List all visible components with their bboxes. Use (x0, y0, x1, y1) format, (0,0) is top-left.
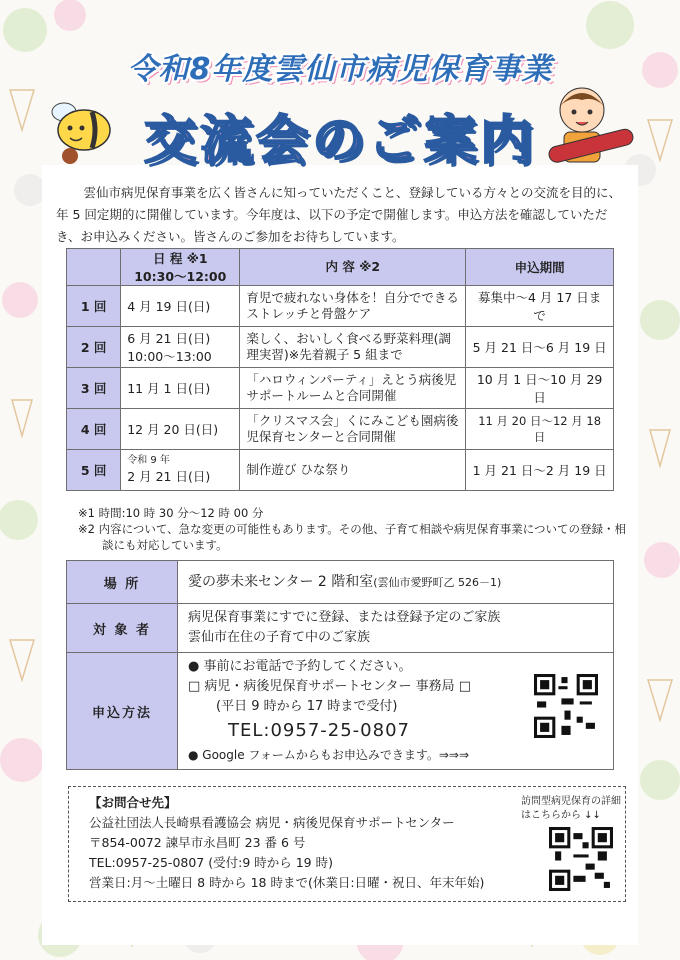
target-line2: 雲仙市在住の子育て中のご家族 (188, 630, 371, 645)
apply-google-form: ● Google フォームからもお申込みできます。⇒⇒⇒ (188, 748, 470, 762)
intro-paragraph: 雲仙市病児保育事業を広く皆さんに知っていただくこと、登録している方々との交流を目的に、年 5 回定期的に開催しています。今年度は、以下の予定で開催します。申込方法を確認していただき、お申込みください。皆さんのご参加をお待ちしています。 (56, 185, 622, 244)
header-date: 日 程 ※1 10:30～12:00 (121, 249, 240, 286)
info-row-target: 対 象 者 病児保育事業にすでに登録、または登録予定のご家族 雲仙市在住の子育て中のご家族 (67, 604, 614, 653)
table-row: 3 回 11 月 1 日(日) 「ハロウィンパーティ」えとう病後児サポートルームと合同開催 10 月 1 日～10 月 29 日 (67, 368, 614, 409)
info-row-place: 場 所 愛の夢未来センター 2 階和室(雲仙市愛野町乙 526－1) (67, 561, 614, 604)
schedule-table (66, 248, 614, 491)
table-row: 4 回 12 月 20 日(日) 「クリスマス会」くにみこども園病後児保育センターと合同開催 11 月 20 日～12 月 18 日 (67, 409, 614, 450)
place-value: 愛の夢未来センター 2 階和室 (188, 573, 374, 590)
apply-phone-instruction: ● 事前にお電話で予約してください。 (188, 659, 412, 674)
note-1: ※1 時間:10 時 30 分～12 時 00 分 (78, 506, 264, 520)
contact-tel: TEL:0957-25-0807 (受付:9 時から 19 時) (89, 855, 333, 870)
contact-box (68, 786, 626, 902)
apply-hours: (平日 9 時から 17 時まで受付) (216, 699, 398, 714)
header-content: 内 容 ※2 (240, 249, 466, 286)
note-2: ※2 内容について、急な変更の可能性もあります。その他、子育て相談や病児保育事業についての登録・相談にも対応しています。 (78, 522, 626, 552)
schedule-header-row (67, 249, 614, 286)
bee-illustration (44, 100, 114, 166)
qr-note-1: 訪問型病児保育の詳細 (521, 796, 621, 807)
schedule-notes (78, 505, 626, 553)
table-row: 5 回 令和 9 年 2 月 21 日(日) 制作遊び ひな祭り 1 月 21 日～2 月 19 日 (67, 450, 614, 491)
qr-note-2: はこちらから ↓↓ (521, 810, 601, 821)
contact-org: 公益社団法人長崎県看護協会 病児・病後児保育サポートセンター (89, 815, 455, 830)
visit-care-qr-code[interactable] (549, 827, 613, 891)
table-row: 2 回 6 月 21 日(日) 10:00～13:00 楽しく、おいしく食べる野菜料理(調理実習)※先着親子 5 組まで 5 月 21 日～6 月 19 日 (67, 327, 614, 368)
child-with-crayon-illustration (540, 80, 640, 166)
table-row: 1 回 4 月 19 日(日) 育児で疲れない身体を！自分でできるストレッチと骨盤ケア 募集中～4 月 17 日まで (67, 286, 614, 327)
header-period: 申込期間 (466, 249, 614, 286)
contact-address: 〒854-0072 諫早市永昌町 23 番 6 号 (89, 835, 306, 850)
application-qr-code[interactable] (534, 674, 598, 738)
info-table (66, 560, 614, 770)
contact-heading: 【お問合せ先】 (89, 795, 177, 810)
apply-tel: TEL:0957-25-0807 (228, 720, 410, 741)
page-title-line1: 令和8年度雲仙市病児保育事業 (127, 52, 553, 87)
place-address: (雲仙市愛野町乙 526－1) (373, 575, 502, 589)
apply-office: □ 病児・病後児保育サポートセンター 事務局 □ (188, 679, 472, 694)
target-line1: 病児保育事業にすでに登録、または登録予定のご家族 (188, 610, 501, 625)
info-row-apply: 申込方法 ● 事前にお電話で予約してください。 □ 病児・病後児保育サポートセンター 事務局 □ (平日 9 時から 17 時まで受付) TEL:0957-25-0807 ● Google フォームからもお申込みできます。⇒⇒⇒ (67, 653, 614, 770)
page-title-line2: 交流会のご案内 (143, 111, 536, 171)
contact-hours: 営業日:月～土曜日 8 時から 18 時まで(休業日:日曜・祝日、年末年始) (89, 875, 485, 890)
